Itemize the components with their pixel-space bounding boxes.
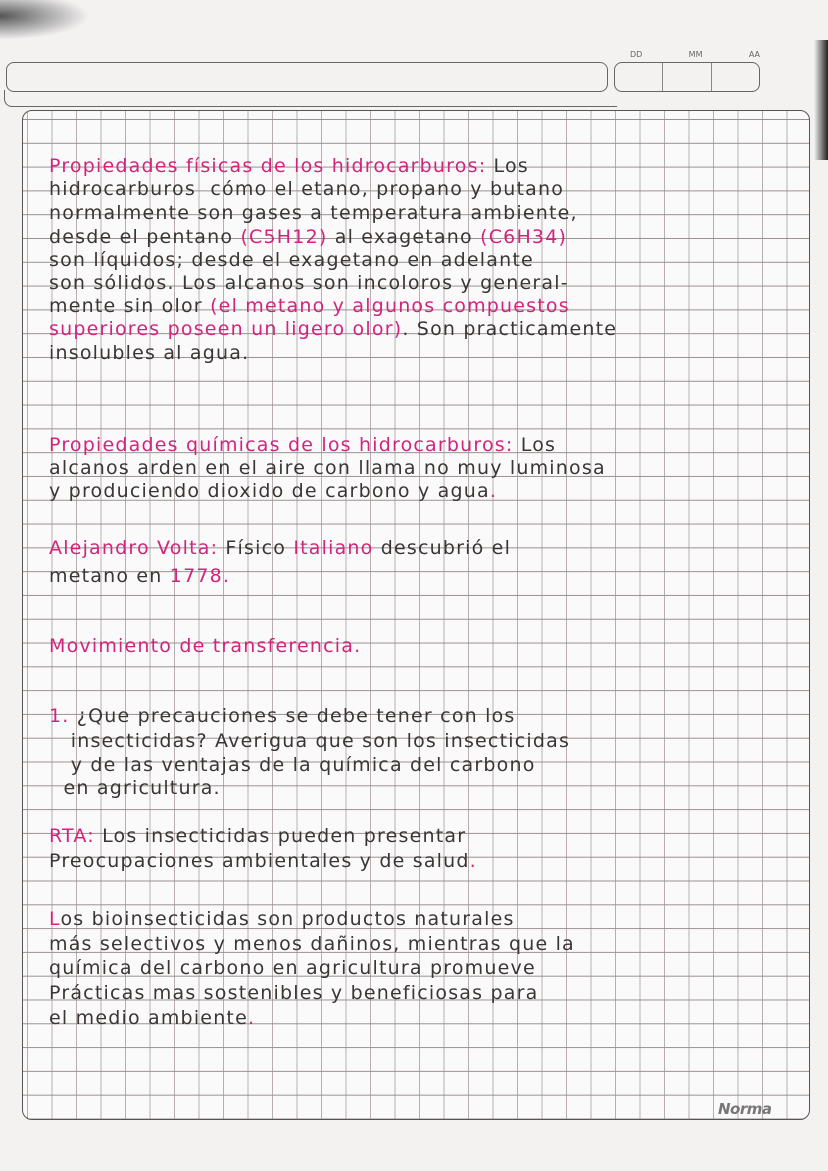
note-line [49, 537, 511, 559]
note-line [49, 272, 569, 294]
note-text: Los [520, 434, 557, 456]
note-text: son sólidos. Los alcanos son incoloros y general- [49, 272, 569, 294]
date-labels [630, 50, 760, 59]
note-text: descubrió el [380, 537, 512, 559]
note-text: Prácticas mas sostenibles y beneficiosas para [49, 982, 539, 1004]
note-line [49, 202, 578, 224]
norma-logo: Norma [718, 1100, 772, 1118]
note-text: . Son practicamente [402, 318, 618, 340]
note-line [49, 155, 529, 177]
note-line [49, 635, 361, 657]
note-text: en agricultura. [49, 777, 221, 799]
date-year-cell [712, 63, 759, 91]
note-line [49, 957, 536, 979]
note-line [49, 730, 570, 752]
highlighted-text: (el metano y algunos compuestos [210, 295, 570, 317]
highlighted-text: RTA: [49, 825, 103, 847]
highlighted-text: superiores poseen un ligero olor) [49, 318, 403, 340]
highlighted-text: Propiedades químicas de los hidrocarburos: [49, 434, 521, 456]
note-line [49, 249, 534, 271]
note-line [49, 434, 556, 456]
note-line [49, 825, 466, 847]
date-label-day: DD [630, 50, 643, 59]
highlighted-text: . [469, 850, 477, 872]
note-text: insecticidas? Averigua que son los insecticidas [49, 730, 571, 752]
highlighted-text: (C5H12) [240, 226, 328, 248]
note-text: alcanos arden en el aire con llama no muy luminosa [49, 457, 606, 479]
note-text: son líquidos; desde el exagetano en adelante [49, 249, 534, 271]
grid-paper-sheet [22, 110, 810, 1120]
highlighted-text: 1778. [169, 565, 231, 587]
highlighted-text: . [247, 1007, 256, 1029]
note-line [49, 908, 515, 930]
highlighted-text: Italiano [293, 537, 381, 559]
date-label-year: AA [748, 50, 760, 59]
page-edge-shadow [814, 40, 828, 160]
note-text: metano en [49, 565, 170, 587]
note-text: normalmente son gases a temperatura ambiente, [49, 202, 578, 224]
note-text: y produciendo dioxido de carbono y agua [49, 480, 490, 502]
highlighted-text: 1. [49, 705, 77, 727]
date-day-cell [615, 63, 663, 91]
note-text: hidrocarburos cómo el etano, propano y butano [49, 178, 565, 200]
note-line [49, 226, 567, 248]
note-text: ¿Que precauciones se debe tener con los [76, 705, 516, 727]
title-field-box [6, 62, 608, 92]
note-text: Los [493, 155, 529, 177]
note-line [49, 754, 536, 776]
page-shadow [0, 0, 90, 40]
note-text: y de las ventajas de la química del carbono [49, 754, 536, 776]
note-text: al exagetano [327, 226, 481, 248]
note-text: mente sin olor [49, 295, 211, 317]
note-line [49, 705, 516, 727]
note-line [49, 480, 497, 502]
note-text: Los insecticidas pueden presentar [102, 825, 467, 847]
note-text: os bioinsecticidas son productos naturales [60, 908, 515, 930]
note-text: desde el pentano [49, 226, 241, 248]
note-line [49, 982, 538, 1004]
note-line [49, 457, 606, 479]
date-label-month: MM [688, 50, 703, 59]
note-line [49, 318, 617, 340]
note-line [49, 777, 221, 799]
note-text: el medio ambiente [49, 1007, 248, 1029]
highlighted-text: L [49, 908, 61, 930]
note-text: Físico [225, 537, 294, 559]
note-text: más selectivos y menos dañinos, mientras que la [49, 933, 575, 955]
date-field-box [614, 62, 760, 92]
note-line [49, 565, 230, 587]
highlighted-text: Propiedades físicas de los hidrocarburos: [49, 155, 494, 177]
note-text: Preocupaciones ambientales y de salud [49, 850, 470, 872]
note-line [49, 295, 570, 317]
highlighted-text: (C6H34) [480, 226, 568, 248]
note-line [49, 178, 564, 200]
title-field-underline [4, 90, 617, 107]
date-month-cell [663, 63, 711, 91]
note-line [49, 1007, 255, 1029]
note-text: química del carbono en agricultura promueve [49, 957, 536, 979]
note-line [49, 850, 477, 872]
note-line [49, 933, 575, 955]
note-text: insolubles al agua. [49, 342, 250, 364]
highlighted-text: Alejandro Volta: [49, 537, 226, 559]
note-line [49, 342, 249, 364]
highlighted-text: . [489, 480, 498, 502]
highlighted-text: Movimiento de transferencia. [49, 635, 362, 657]
